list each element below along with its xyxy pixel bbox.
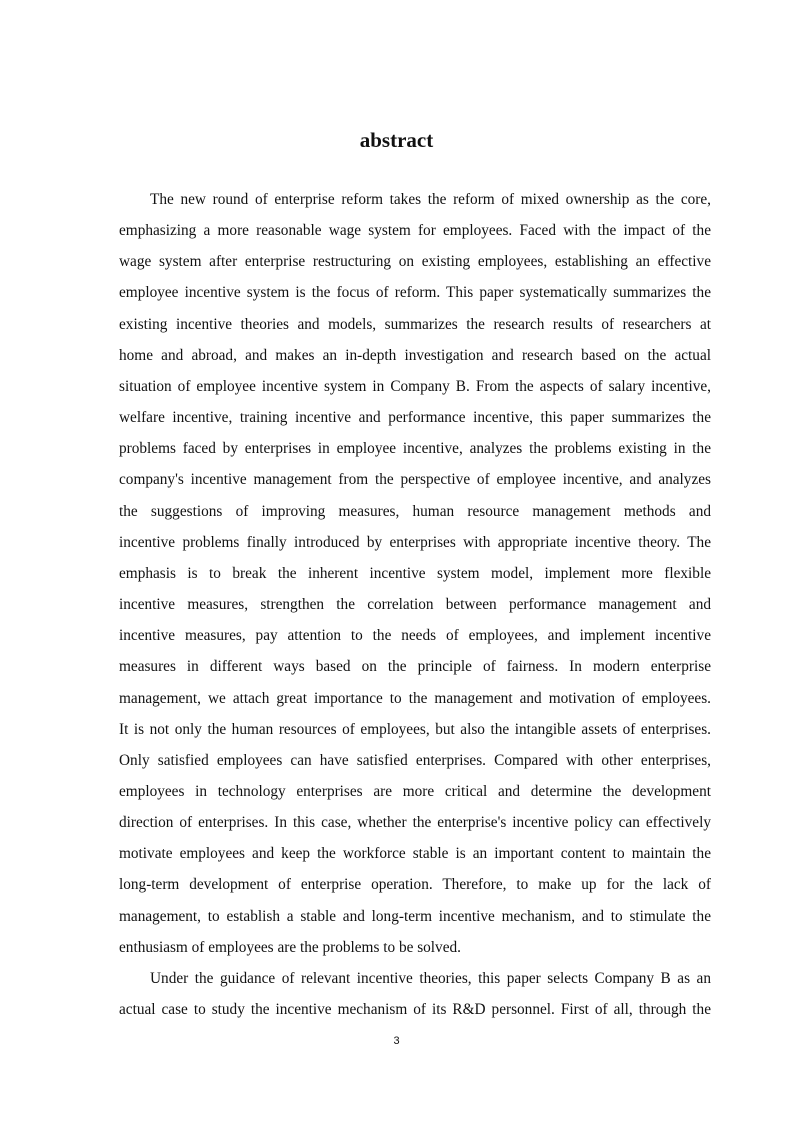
text-line: existing incentive theories and models, summarizes the research results of researchers at: [119, 315, 711, 333]
text-line: Under the guidance of relevant incentive theories, this paper selects Company B as an: [150, 969, 711, 987]
text-line: enthusiasm of employees are the problems to be solved.: [119, 938, 461, 956]
text-line: measures in different ways based on the principle of fairness. In modern enterprise: [119, 658, 711, 676]
text-line: actual case to study the incentive mechanism of its R&D personnel. First of all, through the: [119, 1001, 711, 1019]
text-line: situation of employee incentive system in Company B. From the aspects of salary incentive,: [119, 377, 711, 395]
text-line: problems faced by enterprises in employee incentive, analyzes the problems existing in the: [119, 440, 711, 458]
text-line: emphasis is to break the inherent incentive system model, implement more flexible: [119, 564, 711, 582]
text-line: incentive problems finally introduced by enterprises with appropriate incentive theory. The: [119, 533, 711, 551]
text-line: the suggestions of improving measures, human resource management methods and: [119, 502, 711, 520]
text-line: direction of enterprises. In this case, whether the enterprise's incentive policy can effectively: [119, 814, 711, 832]
text-line: emphasizing a more reasonable wage system for employees. Faced with the impact of the: [119, 222, 711, 240]
text-line: incentive measures, strengthen the correlation between performance management and: [119, 596, 711, 614]
abstract-body: [119, 184, 711, 1025]
text-line: It is not only the human resources of employees, but also the intangible assets of enterprises.: [119, 720, 711, 738]
text-line: employee incentive system is the focus of reform. This paper systematically summarizes the: [119, 284, 711, 302]
text-line: company's incentive management from the perspective of employee incentive, and analyzes: [119, 471, 711, 489]
text-line: The new round of enterprise reform takes the reform of mixed ownership as the core,: [150, 191, 711, 208]
text-line: home and abroad, and makes an in-depth investigation and research based on the actual: [119, 346, 711, 364]
text-line: management, we attach great importance to the management and motivation of employees.: [119, 689, 711, 707]
page-number: 3: [393, 1035, 400, 1047]
text-line: long-term development of enterprise operation. Therefore, to make up for the lack of: [119, 876, 711, 894]
text-line: management, to establish a stable and long-term incentive mechanism, and to stimulate the: [119, 907, 711, 925]
text-line: Only satisfied employees can have satisfied enterprises. Compared with other enterprises,: [119, 751, 711, 769]
text-line: wage system after enterprise restructuring on existing employees, establishing an effective: [119, 253, 711, 271]
abstract-title: abstract: [359, 128, 434, 152]
text-line: employees in technology enterprises are more critical and determine the development: [119, 782, 711, 800]
text-line: welfare incentive, training incentive and performance incentive, this paper summarizes the: [119, 409, 711, 427]
text-line: incentive measures, pay attention to the needs of employees, and implement incentive: [119, 627, 711, 645]
text-line: motivate employees and keep the workforce stable is an important content to maintain the: [119, 845, 711, 863]
